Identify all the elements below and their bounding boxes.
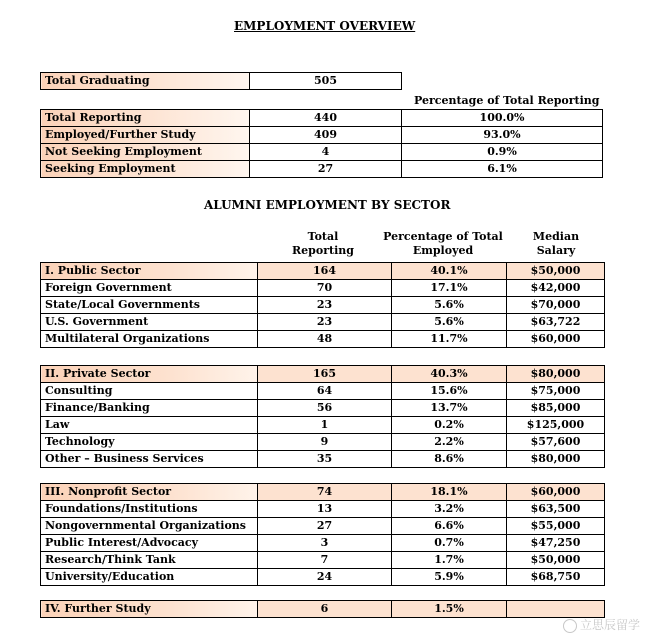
sector-salary: $50,000 (507, 552, 605, 569)
sector-total: 164 (258, 263, 392, 280)
sector-heading-row (41, 601, 605, 618)
sector-table-nonprofit (40, 483, 605, 586)
sector-pct: 17.1% (392, 280, 507, 297)
sector-table-private (40, 365, 605, 468)
table-row (41, 501, 605, 518)
sector-label: Finance/Banking (41, 400, 258, 417)
sector-total: 23 (258, 297, 392, 314)
sector-pct: 5.6% (392, 297, 507, 314)
overview-row (41, 144, 603, 161)
sector-label: Nongovernmental Organizations (41, 518, 258, 535)
sector-total: 48 (258, 331, 392, 348)
table-row (41, 400, 605, 417)
header-salary-line1: Median (532, 230, 580, 243)
sector-total: 35 (258, 451, 392, 468)
graduating-value: 505 (250, 73, 402, 90)
overview-pct: 93.0% (402, 127, 603, 144)
overview-row (41, 161, 603, 178)
sector-pct: 1.5% (392, 601, 507, 618)
sector-label: Research/Think Tank (41, 552, 258, 569)
sector-salary: $68,750 (507, 569, 605, 586)
sector-pct: 0.7% (392, 535, 507, 552)
sector-total: 23 (258, 314, 392, 331)
table-row (41, 314, 605, 331)
watermark (563, 616, 640, 633)
sector-salary: $57,600 (507, 434, 605, 451)
overview-value: 4 (250, 144, 402, 161)
sector-label: Foundations/Institutions (41, 501, 258, 518)
overview-row (41, 110, 603, 127)
header-pct-line2: Employed (412, 244, 474, 257)
sector-pct: 18.1% (392, 484, 507, 501)
sector-label: III. Nonprofit Sector (41, 484, 258, 501)
sector-salary: $60,000 (507, 331, 605, 348)
sector-heading-row (41, 263, 605, 280)
sector-table-public (40, 262, 605, 348)
header-total-line2: Reporting (292, 244, 354, 257)
table-row (41, 297, 605, 314)
table-row (41, 417, 605, 434)
sector-total: 6 (258, 601, 392, 618)
sector-total: 3 (258, 535, 392, 552)
sector-salary: $63,722 (507, 314, 605, 331)
header-total-line1: Total (307, 230, 339, 243)
sector-salary: $42,000 (507, 280, 605, 297)
sector-pct: 13.7% (392, 400, 507, 417)
table-row (41, 552, 605, 569)
graduating-table (40, 72, 402, 90)
sector-table-further-study (40, 600, 605, 618)
header-salary (520, 230, 592, 258)
sector-total: 64 (258, 383, 392, 400)
sector-pct: 11.7% (392, 331, 507, 348)
table-row (41, 434, 605, 451)
sector-salary: $75,000 (507, 383, 605, 400)
sector-pct: 40.1% (392, 263, 507, 280)
sector-pct: 40.3% (392, 366, 507, 383)
sector-salary: $80,000 (507, 366, 605, 383)
sector-label: Law (41, 417, 258, 434)
sector-salary: $55,000 (507, 518, 605, 535)
sector-total: 1 (258, 417, 392, 434)
sector-pct: 3.2% (392, 501, 507, 518)
sector-label: IV. Further Study (41, 601, 258, 618)
sector-label: Public Interest/Advocacy (41, 535, 258, 552)
sector-total: 70 (258, 280, 392, 297)
watermark-logo-icon (563, 619, 577, 633)
graduating-label: Total Graduating (41, 73, 250, 90)
sector-label: I. Public Sector (41, 263, 258, 280)
sector-salary: $70,000 (507, 297, 605, 314)
table-row (41, 569, 605, 586)
sector-pct: 5.9% (392, 569, 507, 586)
sector-total: 56 (258, 400, 392, 417)
sector-total: 27 (258, 518, 392, 535)
table-row (41, 535, 605, 552)
overview-pct: 100.0% (402, 110, 603, 127)
sector-total: 165 (258, 366, 392, 383)
sector-label: Other – Business Services (41, 451, 258, 468)
overview-pct: 6.1% (402, 161, 603, 178)
sector-label: University/Education (41, 569, 258, 586)
header-pct (376, 230, 510, 258)
sector-salary: $60,000 (507, 484, 605, 501)
sector-label: U.S. Government (41, 314, 258, 331)
overview-label: Total Reporting (41, 110, 250, 127)
header-pct-line1: Percentage of Total (383, 230, 503, 243)
overview-value: 27 (250, 161, 402, 178)
sector-total: 24 (258, 569, 392, 586)
watermark-text: 立思辰留学 (579, 618, 640, 632)
overview-title: EMPLOYMENT OVERVIEW (234, 19, 416, 33)
overview-label: Employed/Further Study (41, 127, 250, 144)
sector-salary: $47,250 (507, 535, 605, 552)
sector-total: 7 (258, 552, 392, 569)
sector-label: Consulting (41, 383, 258, 400)
sector-pct: 1.7% (392, 552, 507, 569)
sector-salary: $85,000 (507, 400, 605, 417)
sector-title: ALUMNI EMPLOYMENT BY SECTOR (204, 198, 451, 212)
overview-value: 409 (250, 127, 402, 144)
overview-pct: 0.9% (402, 144, 603, 161)
sector-salary: $50,000 (507, 263, 605, 280)
sector-heading-row (41, 484, 605, 501)
table-row (41, 451, 605, 468)
table-row (41, 383, 605, 400)
sector-pct: 0.2% (392, 417, 507, 434)
sector-salary: $80,000 (507, 451, 605, 468)
overview-row (41, 127, 603, 144)
overview-label: Not Seeking Employment (41, 144, 250, 161)
sector-total: 74 (258, 484, 392, 501)
table-row (41, 518, 605, 535)
sector-heading-row (41, 366, 605, 383)
sector-salary: $125,000 (507, 417, 605, 434)
sector-total: 9 (258, 434, 392, 451)
sector-pct: 15.6% (392, 383, 507, 400)
overview-label: Seeking Employment (41, 161, 250, 178)
sector-pct: 5.6% (392, 314, 507, 331)
sector-pct: 6.6% (392, 518, 507, 535)
overview-table (40, 109, 603, 178)
sector-pct: 8.6% (392, 451, 507, 468)
sector-total: 13 (258, 501, 392, 518)
overview-pct-header: Percentage of Total Reporting (414, 94, 600, 107)
sector-label: II. Private Sector (41, 366, 258, 383)
overview-value: 440 (250, 110, 402, 127)
sector-salary (507, 601, 605, 618)
sector-label: State/Local Governments (41, 297, 258, 314)
sector-label: Foreign Government (41, 280, 258, 297)
sector-label: Technology (41, 434, 258, 451)
sector-pct: 2.2% (392, 434, 507, 451)
table-row (41, 331, 605, 348)
sector-salary: $63,500 (507, 501, 605, 518)
table-row (41, 280, 605, 297)
header-total (287, 230, 359, 258)
header-salary-line2: Salary (536, 244, 576, 257)
sector-label: Multilateral Organizations (41, 331, 258, 348)
